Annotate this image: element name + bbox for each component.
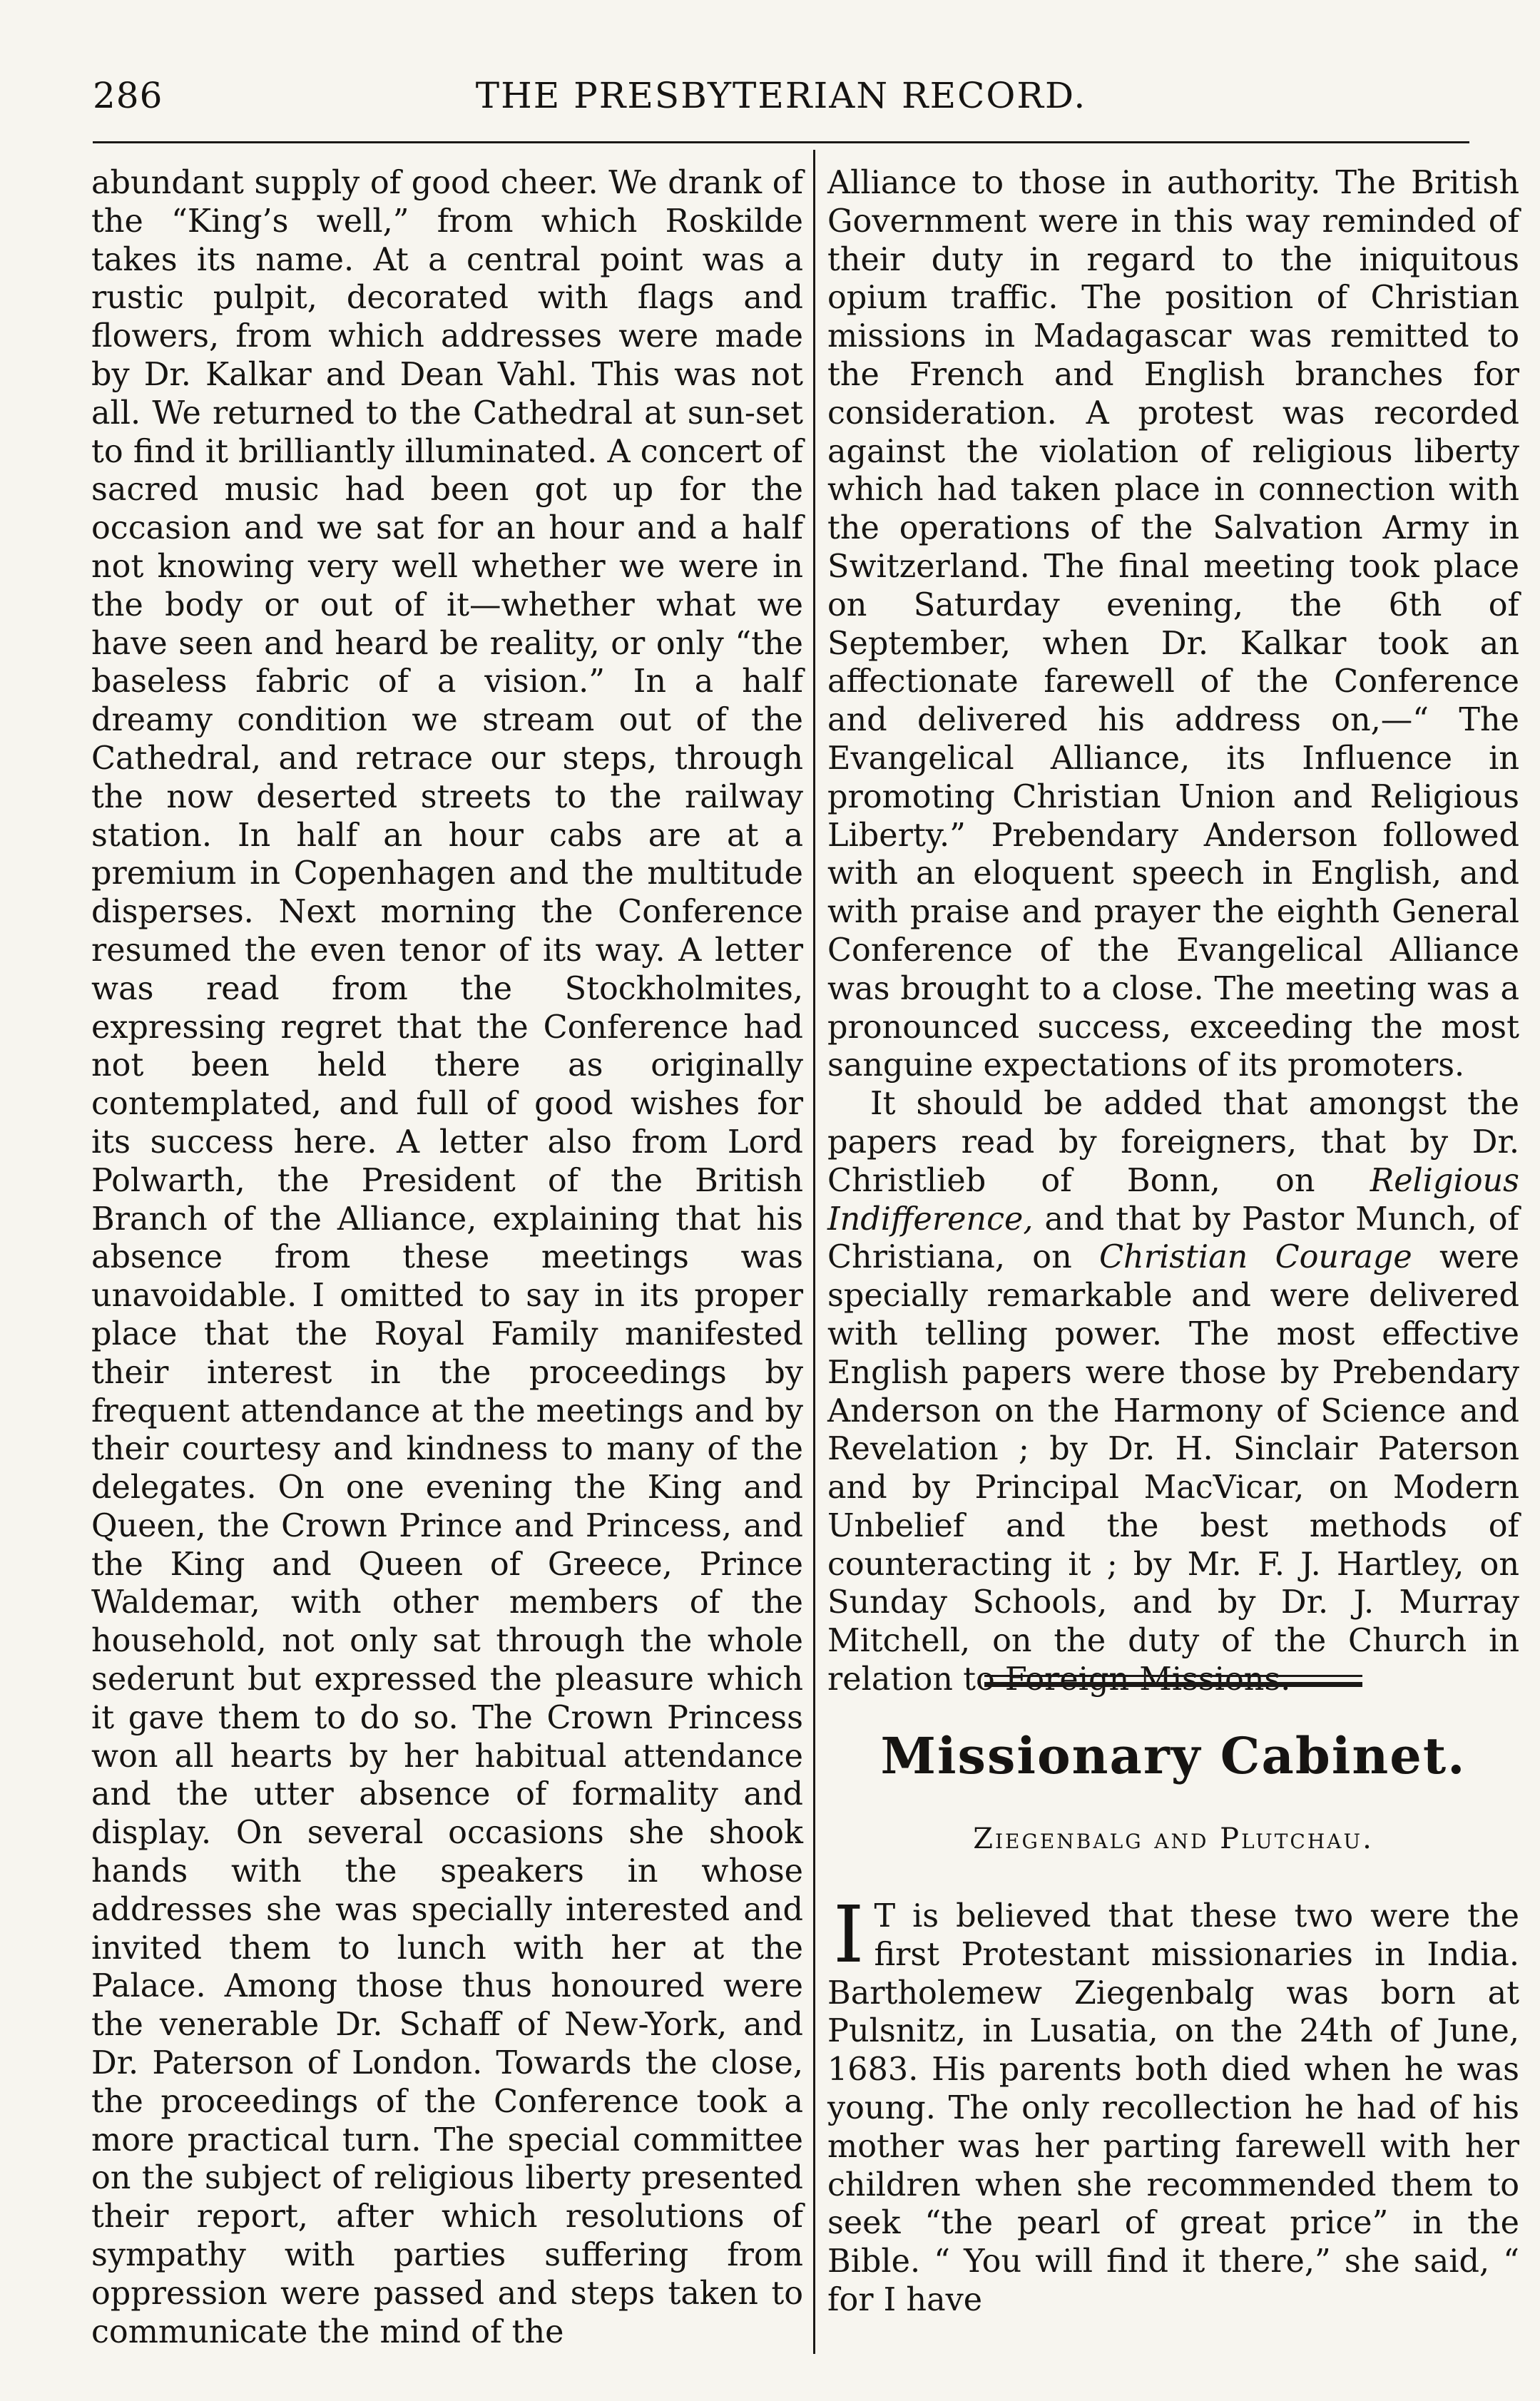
right-column	[827, 164, 1519, 1699]
article-paragraph	[827, 1889, 1519, 2320]
header-rule	[93, 141, 1469, 143]
paragraph-2-text-c: were specially remarkable and were delivered with telling power. The most effective English papers were those by Prebendary Anderson on the Harmony of Science and Revelation ; by Dr. H. Sinclair Paterson and by Principal MacVicar, on Modern Unbelief and the best methods of counteracting it ; by Mr. F. J. Hartley, on Sunday Schools, and by Dr. J. Murray Mitchell, on the duty of the Church in relation to Foreign Missions.	[827, 1239, 1519, 1698]
page-number: 286	[93, 75, 163, 116]
right-column-paragraph-2	[827, 1085, 1519, 1699]
paper-title-religious-indifference: Religious Indifference,	[827, 1162, 1519, 1238]
article-body: T is believed that these two were the first Protestant missionaries in India. Bartholemew Ziegenbalg was born at Pulsnitz, in Lusatia, on the 24th of June, 1683. His parents both died when he was young. The only recollection he had of his mother was her parting farewell with her children when she recommended them to seek “the pearl of great price” in the Bible. “ You will find it there,” she said, “ for I have	[827, 1898, 1519, 2318]
page-header	[93, 68, 1469, 132]
section-rule-thin	[984, 1675, 1362, 1677]
running-title: THE PRESBYTERIAN RECORD.	[475, 75, 1087, 116]
column-divider	[813, 150, 815, 2354]
left-column-paragraph: abundant supply of good cheer. We drank of the “King’s well,” from which Roskilde takes its name. At a central point was a rustic pulpit, decorated with flags and flowers, from which addresses were made by Dr. Kalkar and Dean Vahl. This was not all. We returned to the Cathedral at sun-set to find it brilliantly illuminated. A concert of sacred music had been got up for the occasion and we sat for an hour and a half not knowing very well whether we were in the body or out of it—whether what we have seen and heard be reality, or only “the baseless fabric of a vision.” In a half dreamy condition we stream out of the Cathedral, and retrace our steps, through the now deserted streets to the railway station. In half an hour cabs are at a premium in Copenhagen and the multitude disperses. Next morning the Conference resumed the even tenor of its way. A letter was read from the Stockholmites, expressing regret that the Conference had not been held there as originally contemplated, and full of good wishes for its success here. A letter also from Lord Polwarth, the President of the British Branch of the Alliance, explaining that his absence from these meetings was unavoidable. I omitted to say in its proper place that the Royal Family manifested their interest in the proceedings by frequent attendance at the meetings and by their courtesy and kindness to many of the delegates. On one evening the King and Queen, the Crown Prince and Princess, and the King and Queen of Greece, Prince Waldemar, with other members of the household, not only sat through the whole sederunt but expressed the pleasure which it gave them to do so. The Crown Princess won all hearts by her habitual attendance and the utter absence of formality and display. On several occasions she shook hands with the speakers in whose addresses she was specially interested and invited them to lunch with her at the Palace. Among those thus honoured were the venerable Dr. Schaff of New-York, and Dr. Paterson of London. Towards the close, the proceedings of the Conference took a more practical turn. The special committee on the subject of religious liberty presented their report, after which resolutions of sympathy with parties suffering from oppression were passed and steps taken to communicate the mind of the	[91, 165, 803, 2350]
section-rule-thick	[984, 1682, 1362, 1687]
missionary-article	[827, 1889, 1519, 2320]
left-column	[91, 164, 803, 2351]
paper-title-christian-courage: Christian Courage	[1098, 1239, 1412, 1276]
paragraph-2-text-a: It should be added that amongst the papers read by foreigners, that by Dr. Christlieb of Bonn, on	[827, 1086, 1519, 1199]
section-title: Missionary Cabinet.	[880, 1726, 1467, 1785]
right-column-paragraph-1: Alliance to those in authority. The British Government were in this way reminded of their duty in regard to the iniquitous opium traffic. The position of Christian missions in Madagascar was remitted to the French and English branches for consideration. A protest was recorded against the violation of religious liberty which had taken place in connection with the operations of the Salvation Army in Switzerland. The final meeting took place on Saturday evening, the 6th of September, when Dr. Kalkar took an affectionate farewell of the Conference and delivered his address on,—“ The Evangelical Alliance, its Influence in promoting Christian Union and Religious Liberty.” Prebendary Anderson followed with an eloquent speech in English, and with praise and prayer the eighth General Conference of the Evangelical Alliance was brought to a close. The meeting was a pronounced success, exceeding the most sanguine expectations of its promoters.	[827, 165, 1519, 1084]
section-subtitle: Ziegenbalg and Plutchau.	[973, 1823, 1374, 1855]
drop-cap: I	[833, 1889, 865, 1980]
paragraph-2-text-b: and that by Pastor Munch, of Christiana, on	[827, 1200, 1519, 1276]
